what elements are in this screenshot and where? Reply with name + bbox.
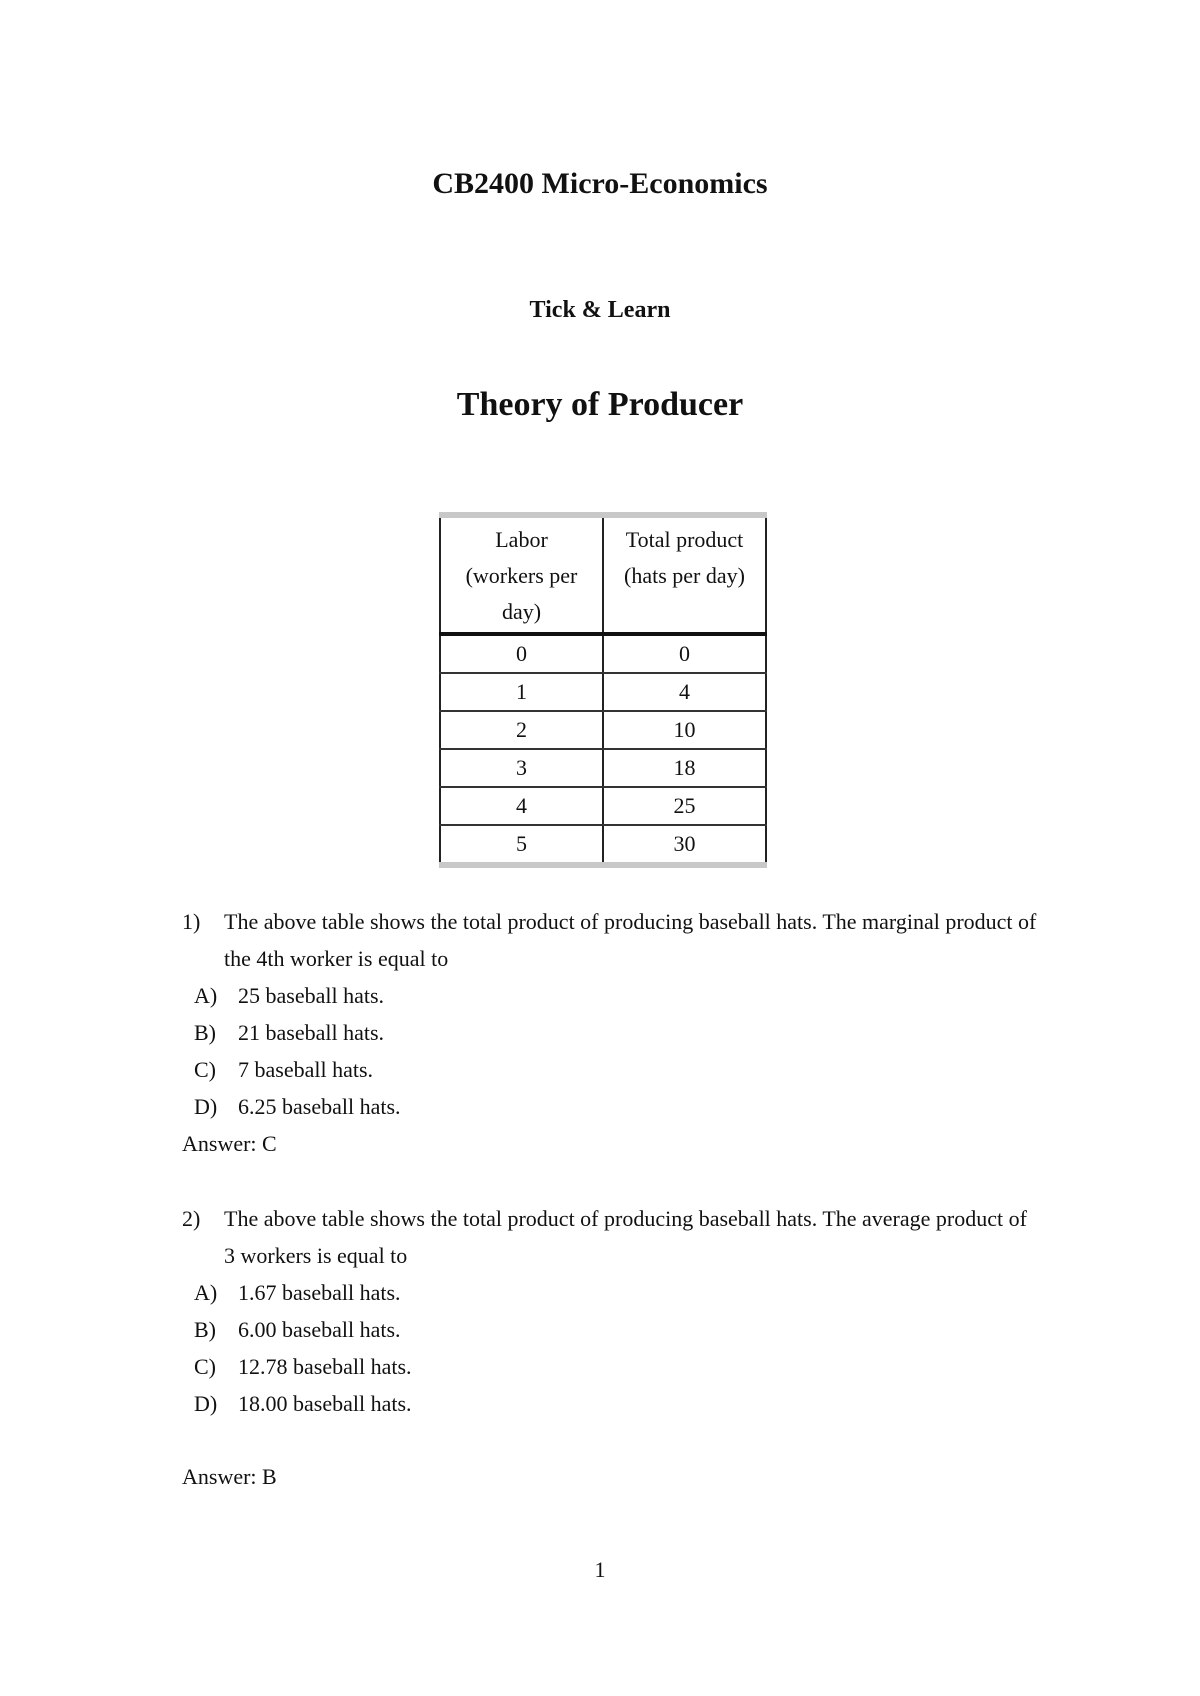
labor-cell: 0 [440,634,603,673]
total-product-cell: 0 [603,634,766,673]
question-text: The above table shows the total product of producing baseball hats. The average product of 3 workers is equal to [224,1206,1027,1268]
option-letter: C) [194,1057,216,1082]
document-subtitle: Tick & Learn [529,297,671,323]
question-1 [182,903,1042,1125]
option-letter: C) [194,1354,216,1379]
answer-2: Answer: B [182,1464,277,1489]
table-header-row [440,515,766,634]
labor-cell: 2 [440,711,603,749]
option-letter: D) [194,1391,218,1416]
header-line: (workers per [465,563,578,588]
total-product-cell: 10 [603,711,766,749]
question-number: 2) [182,1206,201,1231]
option-text: 12.78 baseball hats. [238,1354,412,1379]
table-row [440,711,766,749]
header-line: day) [501,599,542,624]
option-letter: B) [194,1020,216,1045]
answer-option-a [182,1274,1042,1311]
option-letter: A) [194,1280,218,1305]
option-letter: D) [194,1094,218,1119]
course-title: CB2400 Micro-Economics [432,167,768,200]
total-product-cell: 25 [603,787,766,825]
labor-cell: 3 [440,749,603,787]
production-table [439,512,767,868]
total-product-cell: 4 [603,673,766,711]
answer-1: Answer: C [182,1131,277,1156]
question-number: 1) [182,909,201,934]
option-text: 18.00 baseball hats. [238,1391,412,1416]
total-product-cell: 18 [603,749,766,787]
option-text: 7 baseball hats. [238,1057,374,1082]
page-number: 1 [594,1557,606,1582]
labor-column-header [440,515,603,634]
answer-option-c [182,1051,1042,1088]
answer-option-c [182,1348,1042,1385]
header-line: Labor [495,527,548,552]
option-letter: B) [194,1317,216,1342]
header-line: (hats per day) [624,563,745,588]
option-text: 1.67 baseball hats. [238,1280,401,1305]
total-product-column-header [603,515,766,634]
answer-option-b [182,1311,1042,1348]
labor-cell: 4 [440,787,603,825]
table-row [440,634,766,673]
question-stem [182,1200,1042,1274]
table-row [440,749,766,787]
option-text: 6.00 baseball hats. [238,1317,401,1342]
table-row [440,787,766,825]
labor-cell: 5 [440,825,603,865]
topic-title: Theory of Producer [456,386,744,423]
answer-option-a [182,977,1042,1014]
question-stem [182,903,1042,977]
option-text: 21 baseball hats. [238,1020,385,1045]
option-text: 6.25 baseball hats. [238,1094,401,1119]
header-line: Total product [625,527,744,552]
question-2 [182,1200,1042,1422]
table-row [440,825,766,865]
answer-option-d [182,1385,1042,1422]
labor-cell: 1 [440,673,603,711]
answer-option-b [182,1014,1042,1051]
total-product-cell: 30 [603,825,766,865]
question-text: The above table shows the total product of producing baseball hats. The marginal product of the 4th worker is equal to [224,909,1037,971]
option-letter: A) [194,983,218,1008]
option-text: 25 baseball hats. [238,983,385,1008]
answer-option-d [182,1088,1042,1125]
table-row [440,673,766,711]
